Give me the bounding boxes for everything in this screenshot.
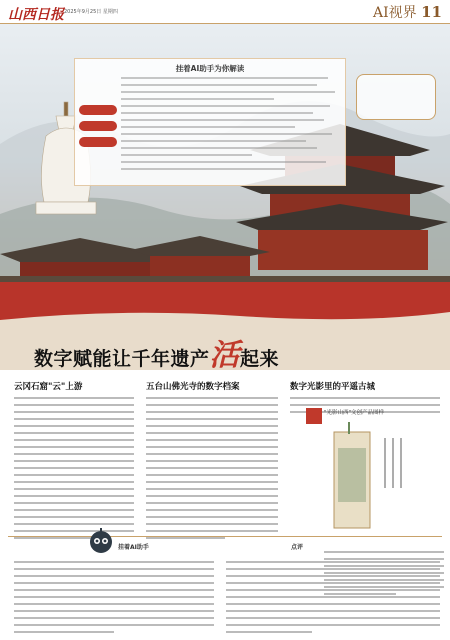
section-divider	[8, 536, 442, 537]
article-column-1	[14, 380, 134, 539]
ai-panel-text	[121, 77, 339, 175]
ai-tags	[79, 105, 117, 153]
ai-tip-bubble	[356, 74, 436, 120]
column-title: 云冈石窟"云"上游	[14, 382, 83, 392]
page-number: 11	[421, 3, 442, 21]
ai-tag	[79, 105, 117, 115]
ai-assistant-label: 挂着AI助手	[118, 544, 149, 551]
headline-part-2: 起来	[240, 348, 280, 370]
commentary-label: 点评	[291, 544, 304, 551]
ai-tag	[79, 137, 117, 147]
robot-mascot-icon	[86, 528, 116, 554]
page-header	[0, 0, 450, 24]
masthead: 山西日报	[8, 7, 64, 23]
section-title	[373, 2, 442, 22]
section-name: AI视界	[373, 5, 417, 21]
headline-emphasis: 活	[209, 338, 241, 373]
ai-explainer-panel	[74, 58, 346, 186]
article-column-2	[146, 380, 278, 539]
headline-part-1: 数字赋能让千年遗产	[34, 348, 210, 370]
column-title: 五台山佛光寺的数字档案	[146, 382, 240, 392]
bookmark-icon	[324, 422, 444, 542]
main-headline	[34, 330, 279, 374]
ai-panel-title: 挂着AI助手为你解读	[175, 64, 245, 73]
ai-tag	[79, 121, 117, 131]
issue-date: 2025年9月25日 星期四	[64, 9, 118, 15]
column-title: 数字光影里的平遥古城	[290, 382, 376, 392]
hero-photo	[0, 24, 450, 370]
bottom-column-left	[14, 556, 214, 633]
column-body	[146, 397, 278, 539]
column-body	[14, 397, 134, 539]
bottom-column-right	[226, 556, 440, 633]
bookmark-sidebar	[324, 408, 444, 576]
sidebar-title: "光影山西"文创产品图样	[324, 410, 385, 416]
red-seal-icon	[306, 408, 322, 424]
